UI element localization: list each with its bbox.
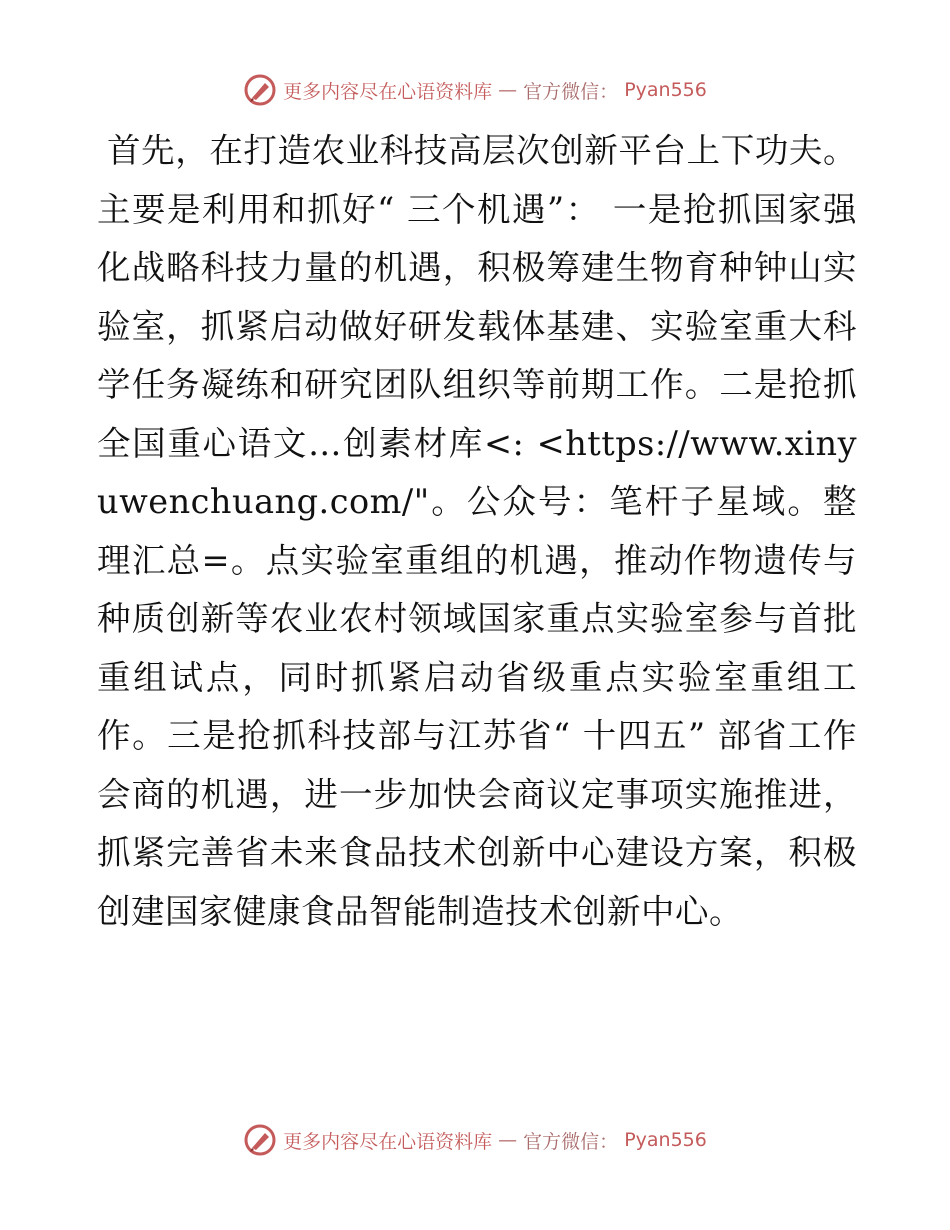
watermark-contact-label: 官方微信：: [523, 1130, 619, 1153]
watermark-contact-label: 官方微信：: [523, 80, 619, 103]
footer-watermark: [0, 1120, 950, 1160]
body-paragraph: 首先，在打造农业科技高层次创新平台上下功夫。主要是利用和抓好“ 三个机遇”： 一是抢抓国家强化战略科技力量的机遇，积极筹建生物育种钟山实验室，抓紧启动做好研发载体基建、实验室重大科学任务凝练和研究团队组织等前期工作。二是抢抓全国重心语文…创素材库<: <https://www.xinyuwenchuang.com/"。公众号：笔杆子星域。整理汇总=。点实验室重组的机遇，推动作物遗传与种质创新等农业农村领域国家重点实验室参与首批重组试点，同时抓紧启动省级重点实验室重组工作。三是抢抓科技部与江苏省“ 十四五” 部省工作会商的机遇，进一步加快会商议定事项实施推进，抓紧完善省未来食品技术创新中心建设方案，积极创建国家健康食品智能制造技术创新中心。: [97, 131, 857, 931]
watermark-contact-id: Pyan556: [624, 79, 707, 101]
header-watermark: [0, 70, 950, 110]
watermark-separator: —: [498, 79, 518, 101]
watermark-contact-id: Pyan556: [624, 1129, 707, 1151]
document-body: [97, 122, 857, 941]
watermark-slogan: 更多内容尽在心语资料库: [283, 1130, 493, 1153]
watermark-separator: —: [498, 1129, 518, 1151]
watermark-slogan: 更多内容尽在心语资料库: [283, 80, 493, 103]
pen-nib-logo-icon: [243, 73, 277, 107]
pen-nib-logo-icon: [243, 1123, 277, 1157]
